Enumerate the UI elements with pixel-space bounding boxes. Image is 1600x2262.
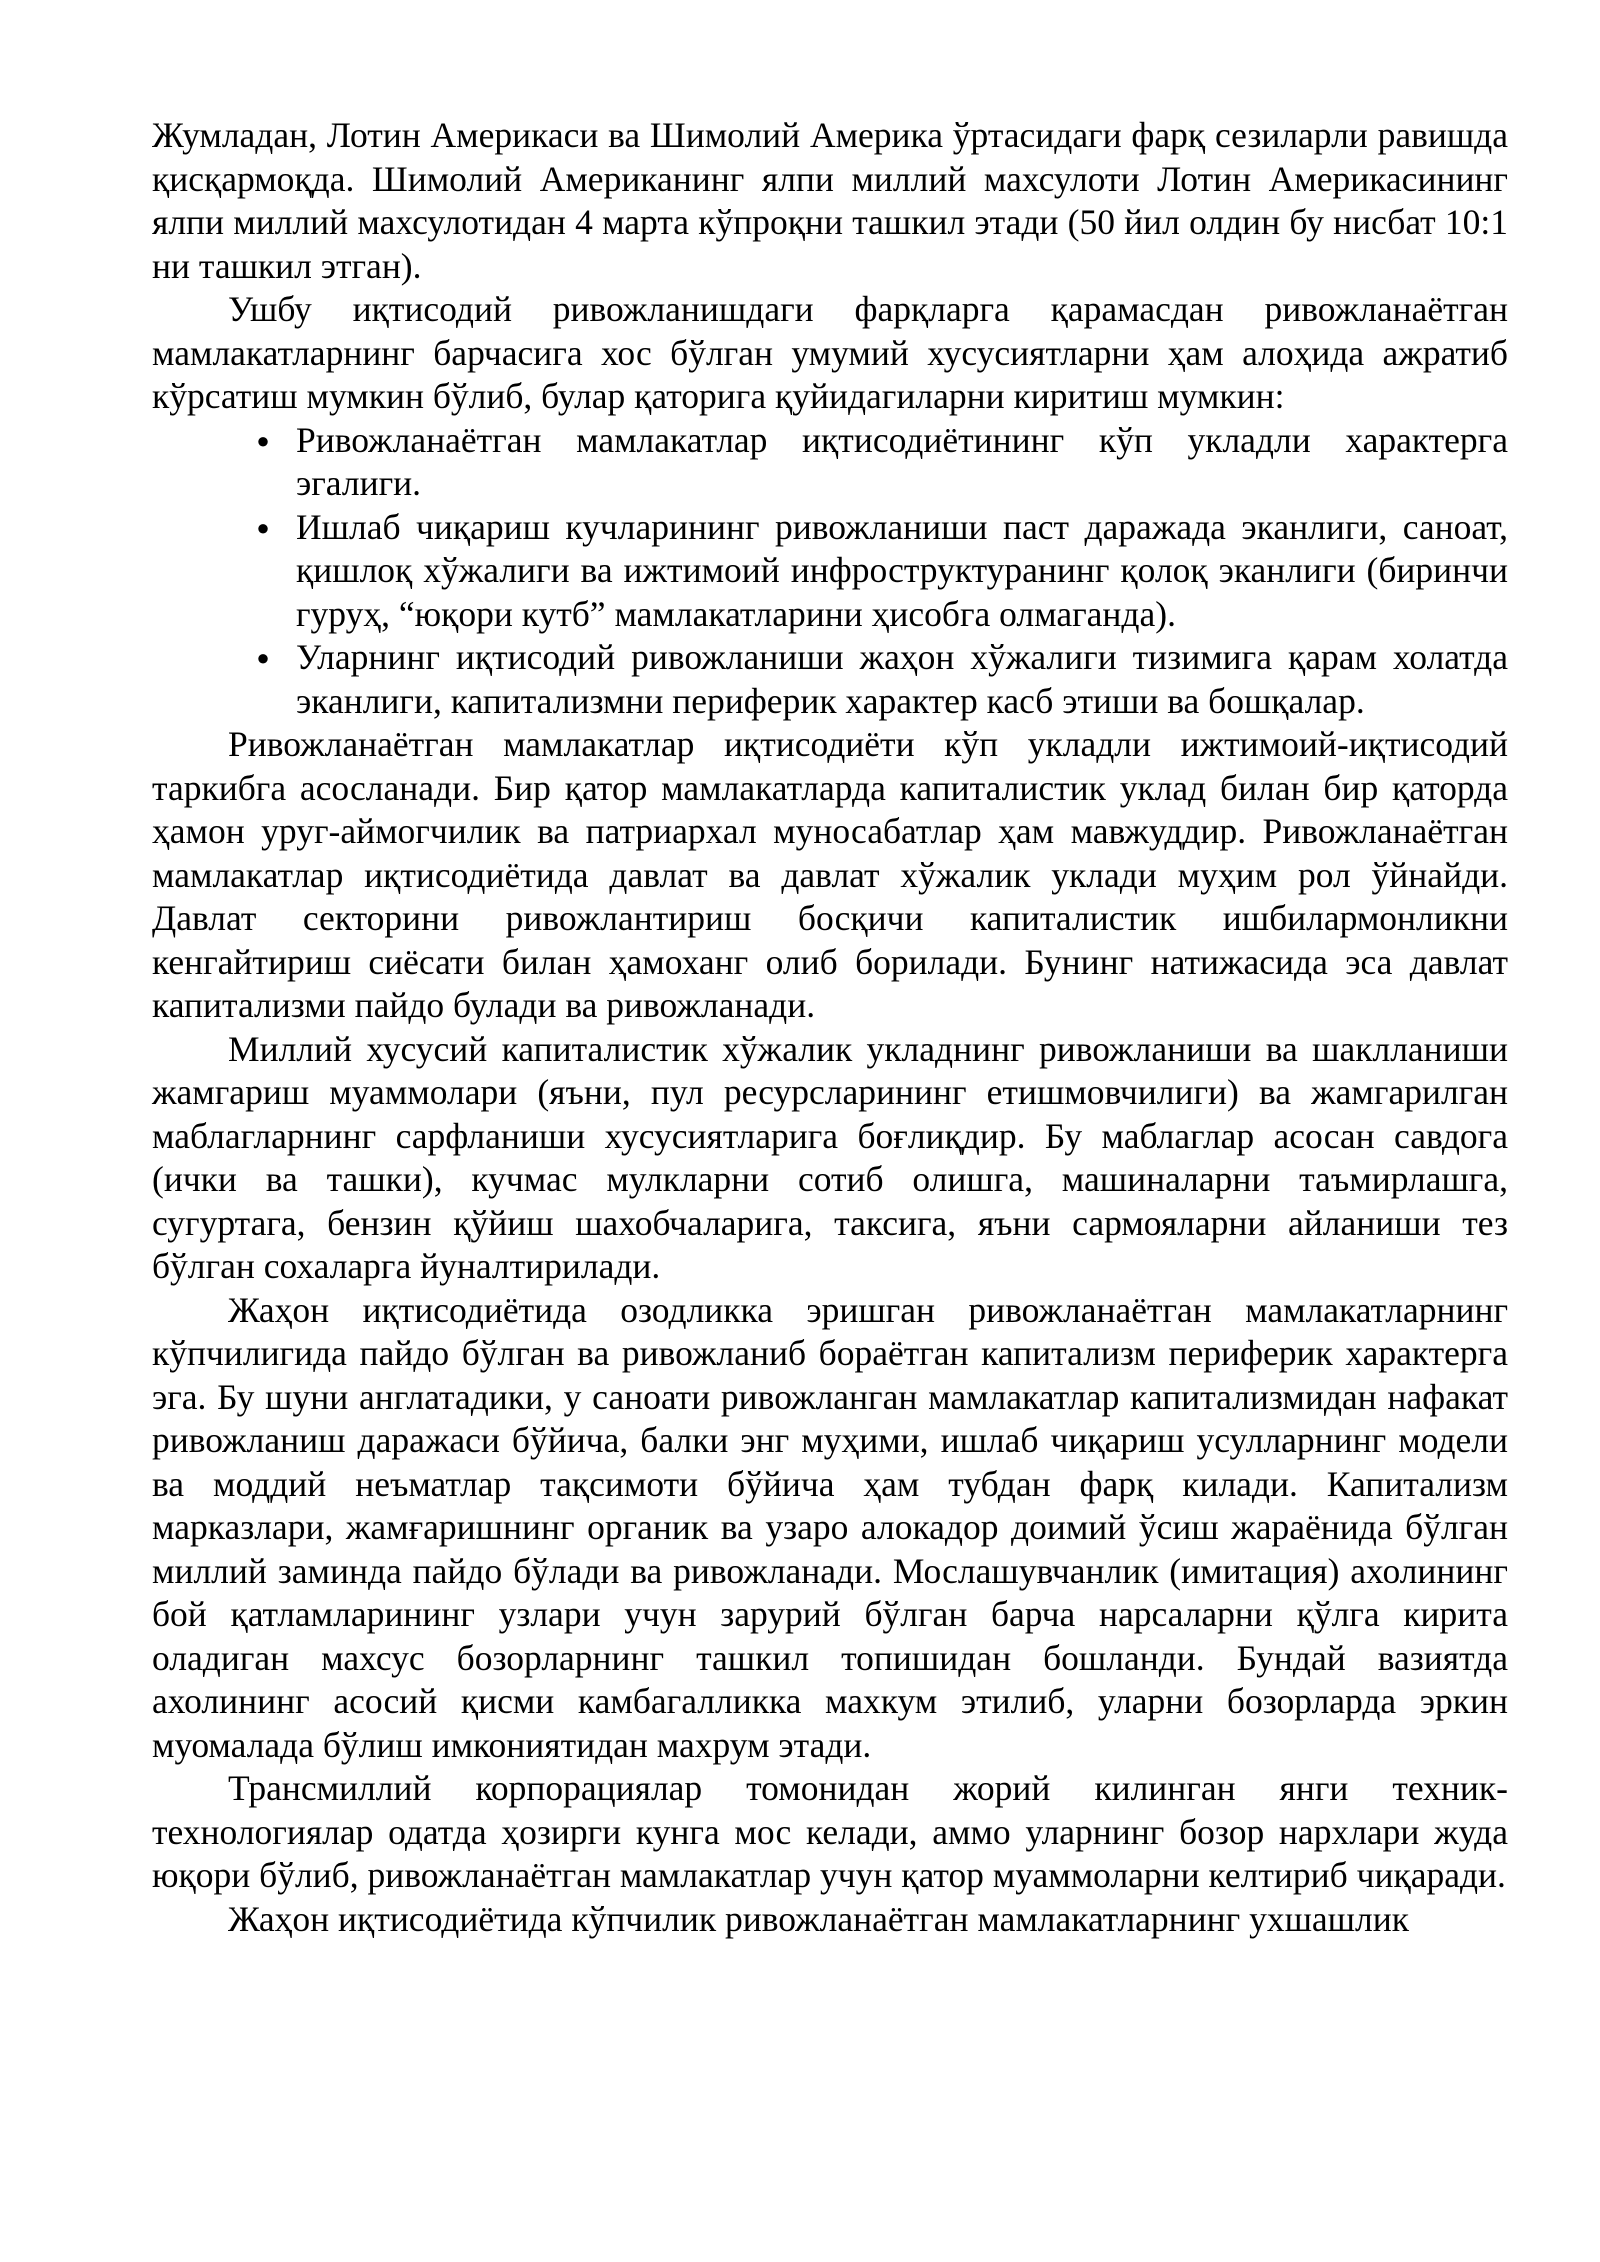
list-item (152, 636, 1508, 723)
bullet-icon (248, 506, 278, 554)
list-item-text: Ишлаб чиқариш кучларининг ривожланиши паст даражада эканлиги, саноат, қишлоқ хўжалиги ва ижтимоий инфроструктуранинг қолоқ эканлиги (биринчи гуруҳ, “юқори кутб” мамлакатларини ҳисобга олмаганда). (296, 506, 1508, 634)
bullet-icon (248, 419, 278, 467)
list-item-text: Ривожланаётган мамлакатлар иқтисодиётининг кўп укладли характерга эгалиги. (296, 419, 1508, 503)
paragraph-similarity: Жаҳон иқтисодиётида кўпчилик ривожланаётган мамлакатларнинг ухшашлик (228, 1898, 1409, 1939)
paragraph-peripheral-capitalism: Жаҳон иқтисодиётида озодликка эришган ривожланаётган мамлакатларнинг кўпчилигида пайдо бўлган ва ривожланиб бораётган капитализм периферик характерга эга. Бу шуни англатадики, у саноати ривожланган мамлакатлар капитализмидан нафакат ривожланиш даражаси бўйича, балки энг муҳими, ишлаб чиқариш усулларнинг модели ва моддий неъматлар тақсимоти бўйича ҳам тубдан фарқ килади. Капитализм марказлари, жамғаришнинг органик ва узаро алокадор доимий ўсиш жараёнида бўлган миллий заминда пайдо бўлади ва ривожланади. Мослашувчанлик (имитация) ахолининг бой қатламларининг узлари учун зарурий бўлган барча нарсаларни қўлга кирита оладиган махсус бозорларнинг ташкил топишидан бошланди. Бундай вазиятда ахолининг асосий қисми камбагалликка махкум этилиб, уларни бозорларда эркин муомалада бўлиш имкониятидан махрум этади. (152, 1289, 1508, 1765)
list-item-text: Уларнинг иқтисодий ривожланиши жаҳон хўжалиги тизимига қарам холатда эканлиги, капитализмни периферик характер касб этиши ва бошқалар. (296, 637, 1508, 721)
paragraph-private-capital: Миллий хусусий капиталистик хўжалик укладнинг ривожланиши ва шаклланиши жамгариш муаммолари (яъни, пул ресурсларининг етишмовчилиги) ва жамгарилган маблагларнинг сарфланиши хусусиятларига боғлиқдир. Бу маблаглар асосан савдога (ички ва ташки), кучмас мулкларни сотиб олишга, машиналарни таъмирлашга, сугуртага, бензин қўйиш шахобчаларига, таксига, яъни сармояларни айланиши тез бўлган сохаларга йуналтирилади. (152, 1028, 1508, 1286)
paragraph-common-features: Ушбу иқтисодий ривожланишдаги фарқларга қарамасдан ривожланаётган мамлакатларнинг барчасига хос бўлган умумий хусусиятларни ҳам алоҳида ажратиб кўрсатиш мумкин бўлиб, булар қаторига қуйидагиларни киритиш мумкин: (152, 289, 1508, 416)
paragraph-multi-structure: Ривожланаётган мамлакатлар иқтисодиёти кўп укладли ижтимоий-иқтисодий таркибга асосланади. Бир қатор мамлакатларда капиталистик уклад билан бир қаторда ҳамон уруг-аймогчилик ва патриархал муносабатлар ҳам мавжуддир. Ривожланаётган мамлакатлар иқтисодиётида давлат ва давлат хўжалик уклади муҳим рол ўйнайди. Давлат секторини ривожлантириш босқичи капиталистик ишбилармонликни кенгайтириш сиёсати билан ҳамоханг олиб борилади. Бунинг натижасида эса давлат капитализми пайдо булади ва ривожланади. (152, 724, 1508, 1025)
list-item (152, 506, 1508, 637)
paragraph-intro: Жумладан, Лотин Америкаси ва Шимолий Америка ўртасидаги фарқ сезиларли равишда қисқармоқда. Шимолий Американинг ялпи миллий махсулоти Лотин Америкасининг ялпи миллий махсулотидан 4 марта кўпроқни ташкил этади (50 йил олдин бу нисбат 10:1 ни ташкил этган). (152, 115, 1508, 286)
document-page (152, 114, 1508, 1941)
features-list (152, 419, 1508, 724)
bullet-icon (248, 636, 278, 684)
paragraph-transnational: Трансмиллий корпорациялар томонидан жорий килинган янги техник-технологиялар одатда ҳозирги кунга мос келади, аммо уларнинг бозор нархлари жуда юқори бўлиб, ривожланаётган мамлакатлар учун қатор муаммоларни келтириб чиқаради. (152, 1768, 1508, 1895)
list-item (152, 419, 1508, 506)
